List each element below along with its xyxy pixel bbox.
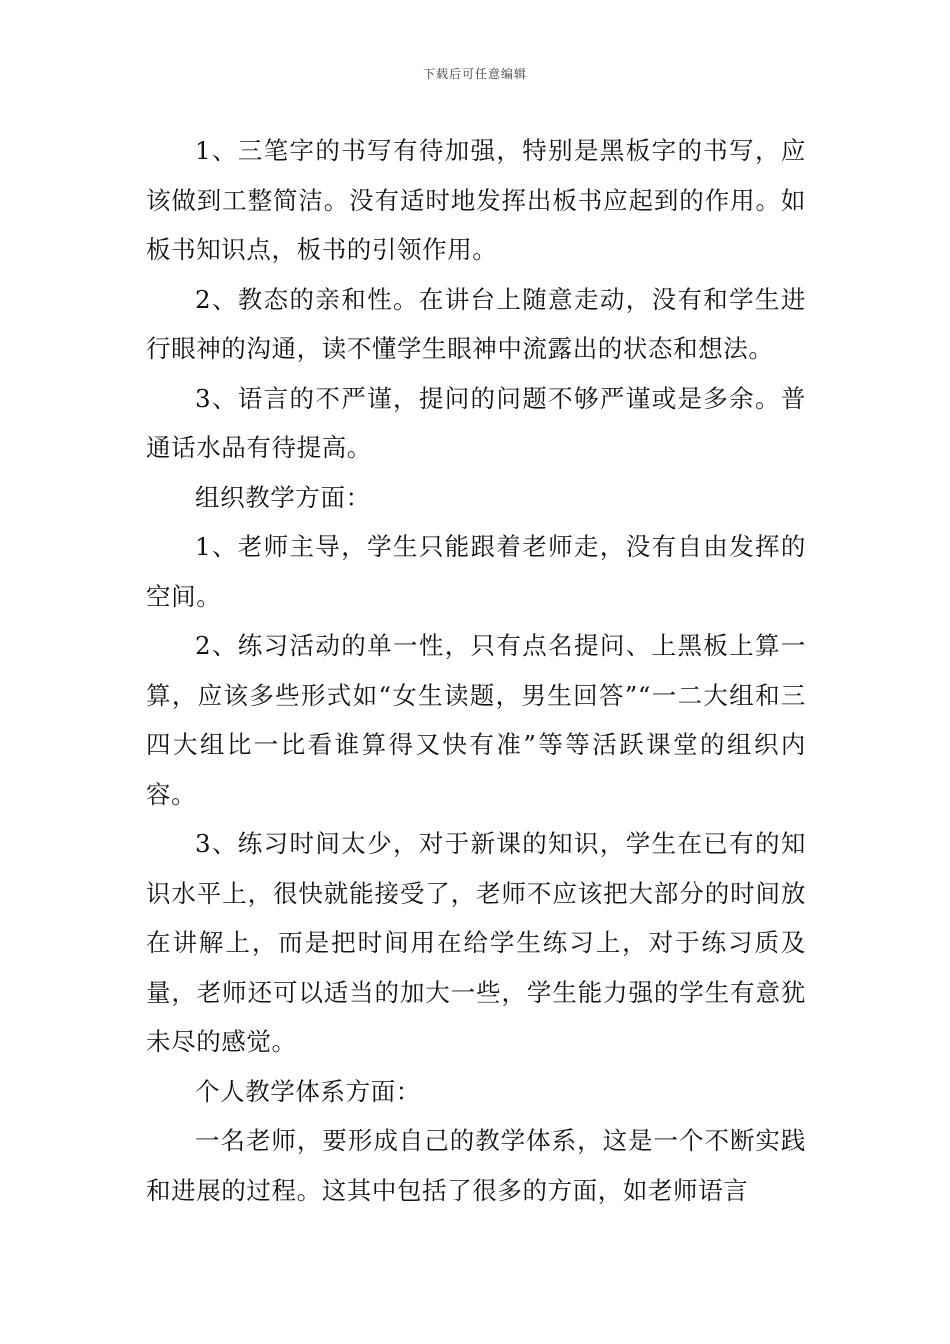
paragraph-7: 3、练习时间太少，对于新课的知识，学生在已有的知识水平上，很快就能接受了，老师不应该把大部分的时间放在讲解上，而是把时间用在给学生练习上，对于练习质及量，老师还可以适当的加大一些，学生能力强的学生有意犹未尽的感觉。 <box>146 829 806 1056</box>
paragraph-5: 1、老师主导，学生只能跟着老师走，没有自由发挥的空间。 <box>146 532 806 611</box>
paragraph-6: 2、练习活动的单一性，只有点名提问、上黑板上算一算，应该多些形式如“女生读题，男生回答”“一二大组和三四大组比一比看谁算得又快有准”等等活跃课堂的组织内容。 <box>146 631 806 809</box>
paragraph-2: 2、教态的亲和性。在讲台上随意走动，没有和学生进行眼神的沟通，读不懂学生眼神中流露出的状态和想法。 <box>146 284 806 363</box>
page-header-note: 下载后可任意编辑 <box>422 67 527 81</box>
section-heading-personal-system: 个人教学体系方面： <box>195 1076 421 1106</box>
paragraph-3: 3、语言的不严谨，提问的问题不够严谨或是多余。普通话水品有待提高。 <box>146 383 806 462</box>
section-heading-organization: 组织教学方面： <box>195 482 371 512</box>
paragraph-9: 一名老师，要形成自己的教学体系，这是一个不断实践和进展的过程。这其中包括了很多的方面，如老师语言 <box>146 1126 806 1205</box>
document-body <box>146 126 806 1215</box>
paragraph-1: 1、三笔字的书写有待加强，特别是黑板字的书写，应该做到工整简洁。没有适时地发挥出板书应起到的作用。如板书知识点，板书的引领作用。 <box>146 136 806 264</box>
